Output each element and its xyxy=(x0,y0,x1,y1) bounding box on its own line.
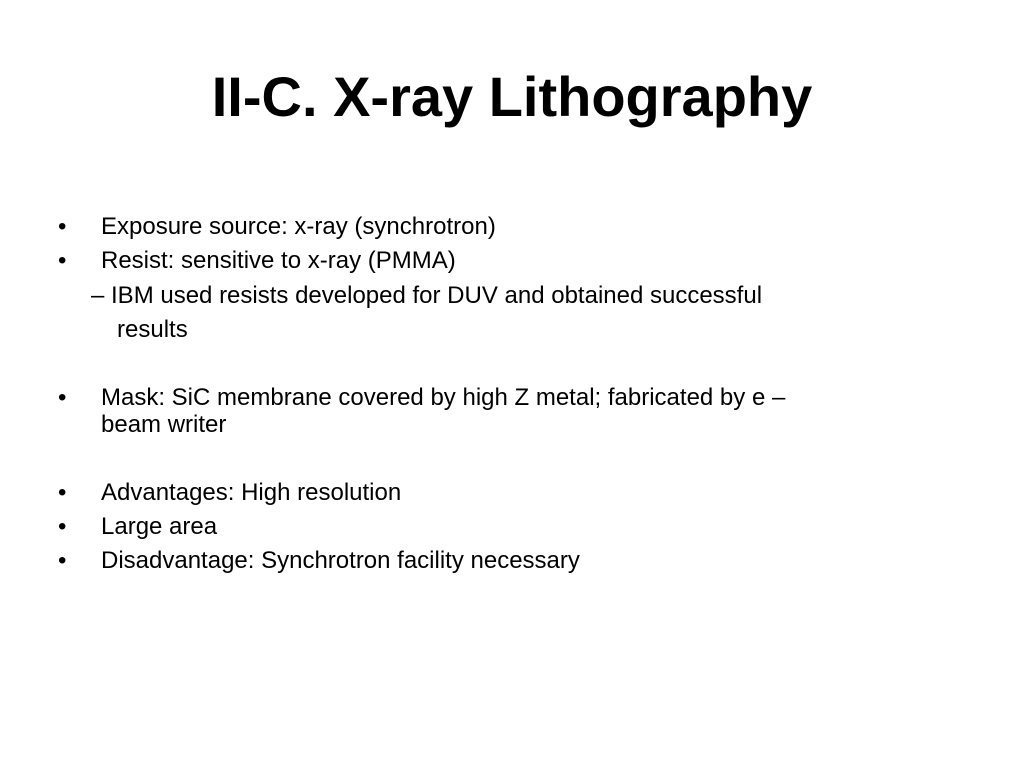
bullet-marker: • xyxy=(58,384,67,411)
bullet-marker: • xyxy=(58,513,67,540)
bullet-marker: • xyxy=(58,213,67,240)
bullet-marker: • xyxy=(58,247,67,274)
bullet-text: Disadvantage: Synchrotron facility necessary xyxy=(101,547,580,574)
sub-bullet-text: – IBM used resists developed for DUV and obtained successful xyxy=(91,282,763,309)
bullet-text: Advantages: High resolution xyxy=(101,479,402,506)
bullet-text-continued: beam writer xyxy=(101,411,227,438)
bullet-text: Large area xyxy=(101,513,218,540)
bullet-text: Mask: SiC membrane covered by high Z metal; fabricated by e – xyxy=(101,384,786,411)
slide-title: II-C. X-ray Lithography xyxy=(211,65,813,128)
bullet-marker: • xyxy=(58,479,67,506)
bullet-text: Exposure source: x-ray (synchrotron) xyxy=(101,213,496,240)
bullet-text: Resist: sensitive to x-ray (PMMA) xyxy=(101,247,456,274)
bullet-marker: • xyxy=(58,547,67,574)
sub-bullet-text-continued: results xyxy=(117,316,188,343)
